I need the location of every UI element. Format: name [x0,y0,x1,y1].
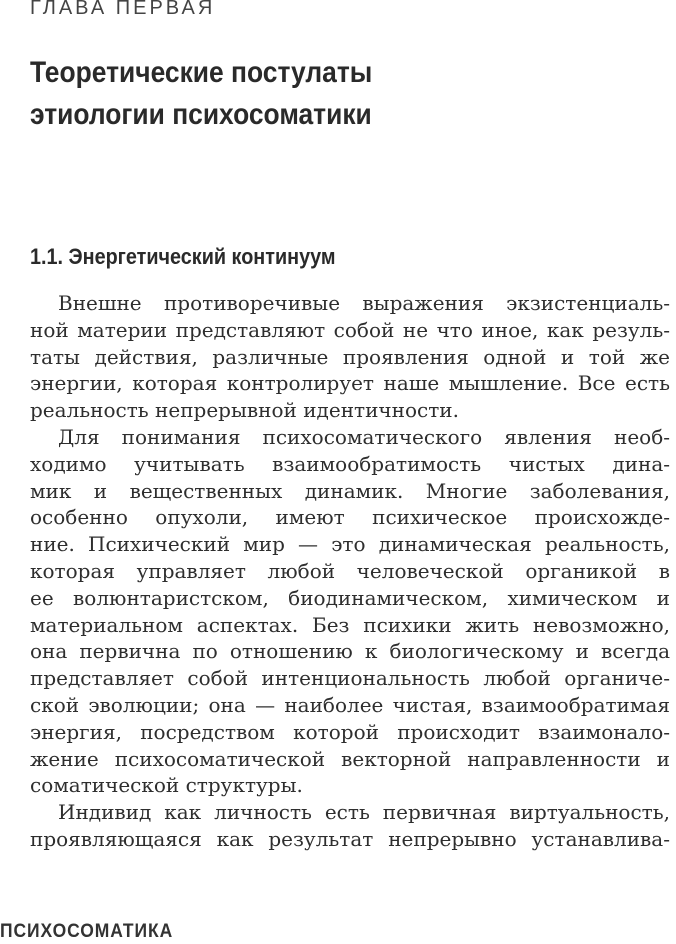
body-text [30,290,670,853]
paragraph [30,799,670,853]
text-line: ходимо учитывать взаимообратимость чистых дина- [30,451,670,476]
text-line: Для понимания психосоматического явления необ- [58,424,670,449]
text-line: энергии, которая контролирует наше мышление. Все есть [30,371,670,396]
text-line: она первична по отношению к биологическому и всегда [30,639,670,664]
paragraph [30,290,670,424]
text-line: соматической структуры. [30,773,303,798]
text-line: ние. Психический мир — это динамическая реальность, [30,532,670,557]
text-line: жение психосоматической векторной направленности и [30,746,670,771]
section-title: 1.1. Энергетический континуум [30,244,336,269]
text-line: таты действия, различные проявления одной и той же [30,344,670,369]
text-line: ной материи представляют собой не что иное, как резуль- [30,317,670,342]
text-line: ее волюнтаристском, биодинамическом, химическом и [30,585,670,610]
text-line: реальность непрерывной идентичности. [30,398,459,423]
chapter-title [30,52,576,136]
text-line: энергия, посредством которой происходит взаимонало- [30,719,670,744]
paragraph [30,424,670,799]
running-footer: ПСИХОСОМАТИКА [0,921,174,942]
chapter-title-line: Теоретические постулаты [30,56,373,89]
text-line: Внешне противоречивые выражения экзистенциаль- [58,291,670,315]
text-line: которая управляет любой человеческой органикой в [30,558,670,583]
text-line: ской эволюции; она — наиболее чистая, взаимообратимая [30,692,670,717]
text-line: мик и вещественных динамик. Многие заболевания, [30,478,670,503]
text-line: особенно опухоли, имеют психическое происхожде- [30,505,670,530]
text-line: материальном аспектах. Без психики жить невозможно, [30,612,670,637]
text-line: представляет собой интенциональность любой органиче- [30,666,670,691]
text-line: проявляющаяся как результат непрерывно устанавлива- [30,826,670,851]
text-line: Индивид как личность есть первичная виртуальность, [58,800,670,825]
chapter-label: ГЛАВА ПЕРВАЯ [30,0,216,19]
chapter-title-line: этиологии психосоматики [30,98,372,131]
